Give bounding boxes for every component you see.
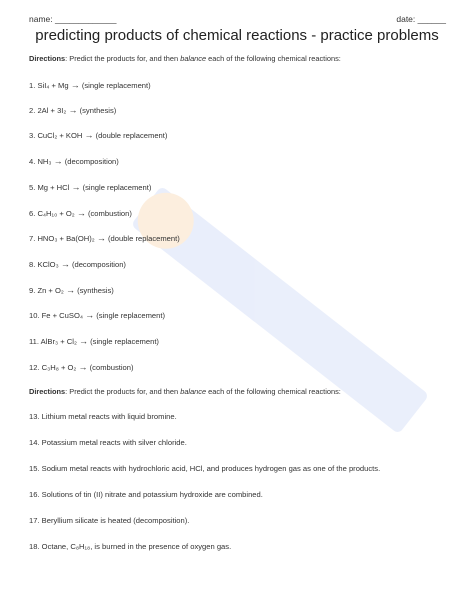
directions-2: Directions: Predict the products for, and then balance each of the following chemical reactions: xyxy=(29,387,341,396)
problem-17: 17. Beryllium silicate is heated (decomposition). xyxy=(29,516,190,525)
directions-1: Directions: Predict the products for, and then balance each of the following chemical reactions: xyxy=(29,54,341,63)
problem-6: 6. C₄H₁₀ + O₂ → (combustion) xyxy=(29,208,132,218)
problem-3: 3. CuCl₂ + KOH → (double replacement) xyxy=(29,130,168,140)
problem-7: 7. HNO₃ + Ba(OH)₂ → (double replacement) xyxy=(29,233,180,243)
arrow-icon: → xyxy=(68,105,78,115)
arrow-icon: → xyxy=(96,233,106,243)
page-title: predicting products of chemical reactions - practice problems xyxy=(35,27,439,44)
problem-10: 10. Fe + CuSO₄ → (single replacement) xyxy=(29,310,166,320)
problem-16: 16. Solutions of tin (II) nitrate and potassium hydroxide are combined. xyxy=(29,490,263,499)
date-field-label: date: ______ xyxy=(396,14,446,24)
problem-2: 2. 2Al + 3I₂ → (synthesis) xyxy=(29,105,117,115)
problem-12: 12. C₃H₈ + O₂ → (combustion) xyxy=(29,362,134,372)
problem-8: 8. KClO₃ → (decomposition) xyxy=(29,259,126,269)
problem-13: 13. Lithium metal reacts with liquid bromine. xyxy=(29,412,177,421)
arrow-icon: → xyxy=(78,362,88,372)
problem-4: 4. NH₃ → (decomposition) xyxy=(29,156,119,166)
arrow-icon: → xyxy=(84,130,94,140)
arrow-icon: → xyxy=(76,208,86,218)
problem-18: 18. Octane, C₈H₁₈, is burned in the presence of oxygen gas. xyxy=(29,542,232,551)
problem-11: 11. AlBr₃ + Cl₂ → (single replacement) xyxy=(29,336,159,346)
problem-9: 9. Zn + O₂ → (synthesis) xyxy=(29,285,114,295)
arrow-icon: → xyxy=(53,156,63,166)
problem-1: 1. SiI₄ + Mg → (single replacement) xyxy=(29,80,151,90)
arrow-icon: → xyxy=(70,80,80,90)
arrow-icon: → xyxy=(60,259,70,269)
problem-14: 14. Potassium metal reacts with silver chloride. xyxy=(29,438,187,447)
arrow-icon: → xyxy=(71,182,81,192)
arrow-icon: → xyxy=(65,285,75,295)
name-field-label: name: _____________ xyxy=(29,14,117,24)
arrow-icon: → xyxy=(85,310,95,320)
problem-15: 15. Sodium metal reacts with hydrochloric acid, HCl, and produces hydrogen gas as one of the products. xyxy=(29,464,381,473)
problem-5: 5. Mg + HCl → (single replacement) xyxy=(29,182,152,192)
arrow-icon: → xyxy=(79,336,89,346)
